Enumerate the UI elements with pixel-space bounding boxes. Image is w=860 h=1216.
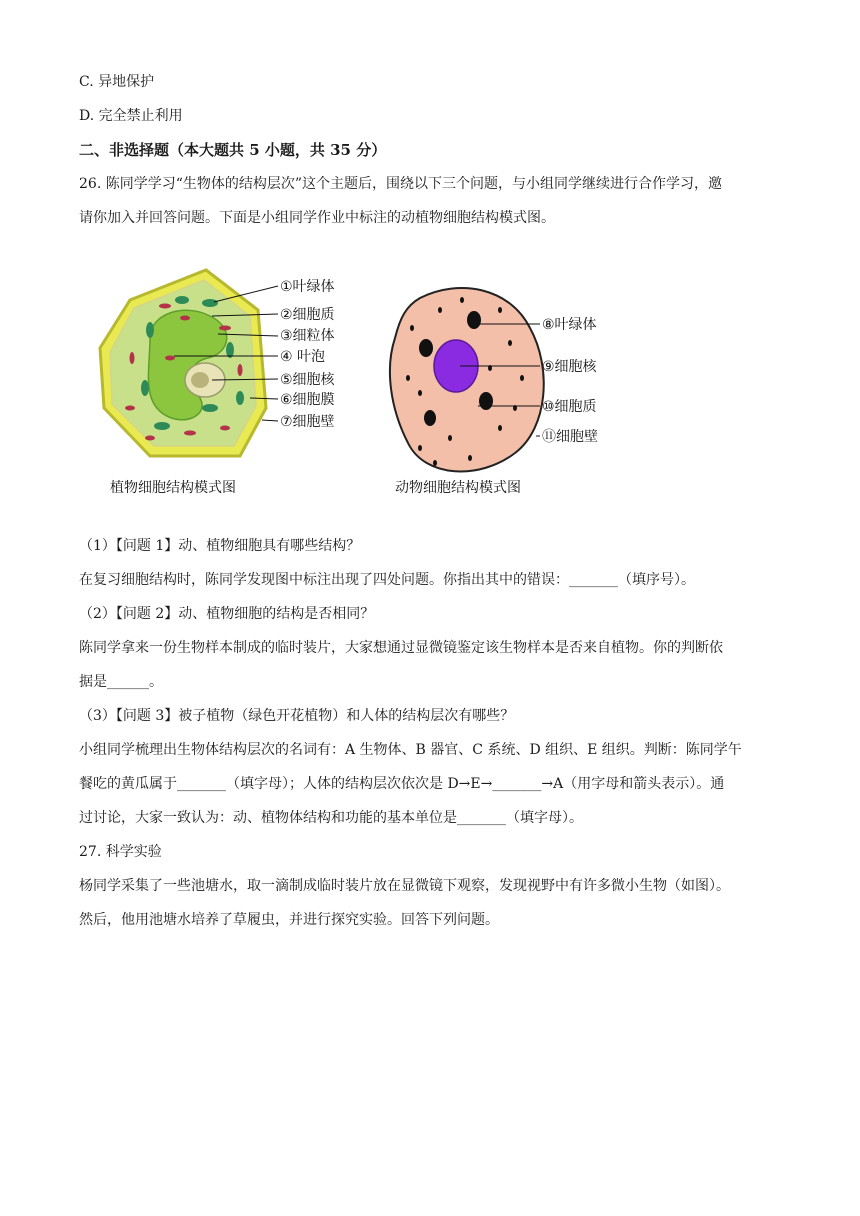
part3-text-line3: 过讨论，大家一致认为：动、植物体结构和功能的基本单位是_______（填字母）。 [79,810,583,826]
animal-label-11: ⑪细胞壁 [542,429,598,445]
plant-label-5: ⑤细胞核 [280,372,335,388]
plant-cell [100,270,336,456]
question-26-line1: 26. 陈同学学习“生物体的结构层次”这个主题后，围绕以下三个问题，与小组同学继续进行合作学习，邀 [79,176,723,192]
animal-label-8: ⑧叶绿体 [542,317,597,333]
animal-caption: 动物细胞结构模式图 [395,480,521,496]
plant-label-2: ②细胞质 [280,307,335,323]
plant-label-7: ⑦细胞壁 [280,414,335,430]
option-d: D. 完全禁止利用 [79,108,183,124]
part3-text-line1: 小组同学梳理出生物体结构层次的名词有：A 生物体、B 器官、C 系统、D 组织、E 组织。判断：陈同学午 [79,742,742,758]
animal-label-9: ⑨细胞核 [542,359,597,375]
animal-cell [390,288,598,471]
part1-title: （1）【问题 1】动、植物细胞具有哪些结构？ [79,538,361,554]
cell-diagram-svg [90,258,650,508]
question-27-line2: 然后，他用池塘水培养了草履虫，并进行探究实验。回答下列问题。 [79,912,499,928]
part3-title: （3）【问题 3】被子植物（绿色开花植物）和人体的结构层次有哪些？ [79,708,515,724]
plant-label-1: ①叶绿体 [280,279,335,295]
question-27-line1: 杨同学采集了一些池塘水，取一滴制成临时装片放在显微镜下观察，发现视野中有许多微小生物（如图）。 [79,878,730,894]
part2-text-line1: 陈同学拿来一份生物样本制成的临时装片，大家想通过显微镜鉴定该生物样本是否来自植物。你的判断依 [79,640,723,656]
plant-nucleolus [191,372,209,388]
animal-label-10: ⑩细胞质 [542,399,597,415]
part2-text-line2: 据是______。 [79,674,163,690]
plant-label-3: ③细粒体 [280,328,335,344]
part2-title: （2）【问题 2】动、植物细胞的结构是否相同？ [79,606,375,622]
part3-text-line2: 餐吃的黄瓜属于_______（填字母）；人体的结构层次依次是 D→E→_______→A（用字母和箭头表示）。通 [79,776,725,792]
question-26-line2: 请你加入并回答问题。下面是小组同学作业中标注的动植物细胞结构模式图。 [79,210,555,226]
cell-structure-figure [90,258,650,508]
section-heading: 二、非选择题（本大题共 5 小题，共 35 分） [79,141,387,159]
option-c: C. 异地保护 [79,74,155,90]
plant-caption: 植物细胞结构模式图 [110,480,236,496]
plant-label-4: ④ 叶泡 [280,349,326,365]
plant-label-6: ⑥细胞膜 [280,392,335,408]
part1-text: 在复习细胞结构时，陈同学发现图中标注出现了四处问题。你指出其中的错误：_______（填序号）。 [79,572,695,588]
question-27-title: 27. 科学实验 [79,844,162,860]
